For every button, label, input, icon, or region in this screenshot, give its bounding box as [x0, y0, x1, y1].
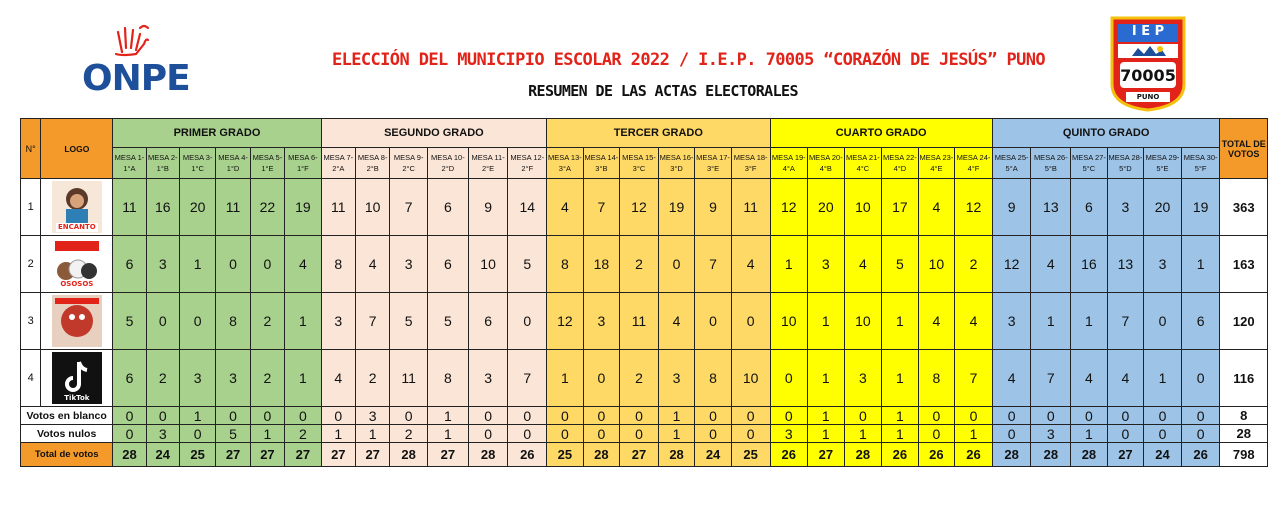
candidate-number: 2: [21, 236, 41, 293]
mesa-total: 25: [547, 443, 584, 467]
mesa-header: MESA 13-3°A: [547, 148, 584, 179]
grade-header: TERCER GRADO: [547, 119, 770, 148]
vote-count: 0: [321, 407, 355, 425]
vote-count: 0: [508, 293, 547, 350]
vote-count: 5: [216, 425, 250, 443]
mesa-total: 24: [146, 443, 179, 467]
vote-count: 8: [216, 293, 250, 350]
vote-count: 3: [583, 293, 620, 350]
vote-count: 0: [1144, 293, 1182, 350]
candidate-total: 363: [1220, 179, 1268, 236]
iep-logo-number: 70005: [1120, 66, 1176, 85]
mesa-total: 28: [1071, 443, 1108, 467]
vote-count: 8: [321, 236, 355, 293]
vote-count: 1: [285, 293, 322, 350]
vote-count: 7: [1031, 350, 1071, 407]
vote-count: 6: [113, 350, 146, 407]
mesa-total: 27: [356, 443, 390, 467]
vote-count: 0: [547, 407, 584, 425]
iep-logo-bottom-text: PUNO: [1136, 93, 1160, 101]
vote-count: 4: [321, 350, 355, 407]
vote-count: 3: [146, 425, 179, 443]
mesa-header: MESA 18-3°F: [731, 148, 770, 179]
vote-count: 10: [731, 350, 770, 407]
mesa-header: MESA 23-4°E: [918, 148, 955, 179]
vote-count: 0: [1107, 425, 1144, 443]
vote-count: 19: [285, 179, 322, 236]
candidate-logo-image: [52, 295, 102, 347]
vote-count: 7: [1107, 293, 1144, 350]
vote-count: 0: [695, 425, 732, 443]
vote-count: 6: [427, 236, 468, 293]
vote-count: 10: [770, 293, 808, 350]
vote-count: 4: [285, 236, 322, 293]
vote-count: 18: [583, 236, 620, 293]
vote-count: 11: [731, 179, 770, 236]
mesa-total: 28: [390, 443, 428, 467]
vote-count: 0: [179, 425, 216, 443]
vote-count: 22: [250, 179, 284, 236]
vote-count: 0: [844, 407, 882, 425]
mesa-total: 27: [250, 443, 284, 467]
vote-count: 1: [1144, 350, 1182, 407]
mesa-header: MESA 25-5°A: [992, 148, 1031, 179]
vote-count: 1: [321, 425, 355, 443]
vote-count: 5: [390, 293, 428, 350]
vote-count: 0: [583, 425, 620, 443]
vote-count: 3: [321, 293, 355, 350]
vote-count: 1: [1181, 236, 1220, 293]
vote-count: 0: [1144, 425, 1182, 443]
page-subtitle: RESUMEN DE LAS ACTAS ELECTORALES: [528, 82, 798, 100]
vote-count: 19: [658, 179, 695, 236]
vote-count: 1: [770, 236, 808, 293]
vote-count: 0: [179, 293, 216, 350]
vote-count: 1: [1071, 425, 1108, 443]
vote-count: 20: [1144, 179, 1182, 236]
vote-count: 3: [468, 350, 508, 407]
vote-count: 3: [658, 350, 695, 407]
mesa-total: 28: [658, 443, 695, 467]
vote-count: 3: [1031, 425, 1071, 443]
mesa-total: 25: [179, 443, 216, 467]
mesa-total: 28: [583, 443, 620, 467]
vote-count: 5: [113, 293, 146, 350]
mesa-header: MESA 30-5°F: [1181, 148, 1220, 179]
vote-count: 0: [695, 293, 732, 350]
candidate-row: [21, 179, 1268, 236]
col-logo-header: LOGO: [41, 119, 113, 179]
vote-count: 0: [1107, 407, 1144, 425]
mesa-total: 26: [955, 443, 993, 467]
grade-header-row: [21, 119, 1268, 148]
vote-count: 4: [731, 236, 770, 293]
vote-count: 2: [620, 236, 659, 293]
candidate-logo-text: TikTok: [64, 394, 90, 402]
vote-count: 1: [955, 425, 993, 443]
vote-count: 19: [1181, 179, 1220, 236]
vote-count: 4: [1071, 350, 1108, 407]
vote-count: 1: [882, 425, 919, 443]
mesa-header: MESA 17-3°E: [695, 148, 732, 179]
vote-count: 0: [113, 407, 146, 425]
mesa-header: MESA 20-4°B: [808, 148, 845, 179]
mesa-total: 25: [731, 443, 770, 467]
candidate-logo-image: [52, 352, 102, 404]
vote-count: 0: [1031, 407, 1071, 425]
vote-count: 4: [844, 236, 882, 293]
candidate-total: 120: [1220, 293, 1268, 350]
candidate-row: [21, 350, 1268, 407]
vote-count: 9: [695, 179, 732, 236]
mesa-total: 24: [1144, 443, 1182, 467]
vote-count: 6: [1181, 293, 1220, 350]
col-total-header: TOTAL DE VOTOS: [1220, 119, 1268, 179]
vote-count: 4: [918, 179, 955, 236]
vote-count: 0: [770, 407, 808, 425]
iep-logo-top-text: I E P: [1131, 24, 1165, 39]
mesa-total: 24: [695, 443, 732, 467]
grand-total: 798: [1220, 443, 1268, 467]
candidate-logo-text: ENCANTO: [57, 223, 96, 231]
vote-count: 20: [179, 179, 216, 236]
vote-count: 8: [918, 350, 955, 407]
vote-count: 6: [468, 293, 508, 350]
mesa-total: 28: [844, 443, 882, 467]
mesa-header: MESA 27-5°C: [1071, 148, 1108, 179]
vote-count: 3: [844, 350, 882, 407]
vote-count: 4: [547, 179, 584, 236]
vote-count: 1: [882, 350, 919, 407]
mesa-header: MESA 8-2°B: [356, 148, 390, 179]
vote-count: 0: [250, 236, 284, 293]
vote-count: 1: [808, 425, 845, 443]
onpe-hand-icon: [78, 18, 198, 58]
vote-count: 0: [547, 425, 584, 443]
total-votes-row: [21, 443, 1268, 467]
mesa-total: 27: [216, 443, 250, 467]
vote-count: 0: [146, 407, 179, 425]
mesa-header: MESA 12-2°F: [508, 148, 547, 179]
vote-count: 2: [285, 425, 322, 443]
mesa-header: MESA 10-2°D: [427, 148, 468, 179]
vote-count: 0: [731, 293, 770, 350]
vote-count: 11: [113, 179, 146, 236]
vote-count: 3: [179, 350, 216, 407]
vote-count: 0: [1144, 407, 1182, 425]
vote-count: 4: [955, 293, 993, 350]
vote-count: 0: [918, 407, 955, 425]
vote-count: 6: [427, 179, 468, 236]
mesa-header: MESA 14-3°B: [583, 148, 620, 179]
vote-count: 9: [468, 179, 508, 236]
vote-count: 10: [468, 236, 508, 293]
vote-count: 0: [1181, 407, 1220, 425]
vote-count: 1: [547, 350, 584, 407]
vote-count: 0: [918, 425, 955, 443]
vote-count: 20: [808, 179, 845, 236]
vote-count: 0: [658, 236, 695, 293]
vote-count: 6: [1071, 179, 1108, 236]
candidate-logo-text: OSOSOS: [60, 280, 94, 288]
vote-count: 0: [992, 425, 1031, 443]
candidate-logo-image: [52, 238, 102, 290]
mesa-total: 27: [808, 443, 845, 467]
null-votes-label: Votos nulos: [21, 425, 113, 443]
vote-count: 10: [844, 293, 882, 350]
vote-count: 2: [250, 350, 284, 407]
vote-count: 3: [146, 236, 179, 293]
vote-count: 5: [427, 293, 468, 350]
vote-count: 3: [1107, 179, 1144, 236]
mesa-header: MESA 22-4°D: [882, 148, 919, 179]
null-votes-row: [21, 425, 1268, 443]
vote-count: 1: [179, 407, 216, 425]
mesa-header: MESA 21-4°C: [844, 148, 882, 179]
vote-count: 12: [955, 179, 993, 236]
vote-count: 0: [216, 407, 250, 425]
vote-count: 1: [427, 425, 468, 443]
onpe-logo: [78, 18, 198, 98]
vote-count: 0: [468, 425, 508, 443]
vote-count: 4: [1031, 236, 1071, 293]
mesa-header: MESA 28-5°D: [1107, 148, 1144, 179]
vote-count: 16: [1071, 236, 1108, 293]
grade-header: PRIMER GRADO: [113, 119, 321, 148]
mesa-header: MESA 9-2°C: [390, 148, 428, 179]
mesa-header: MESA 24-4°F: [955, 148, 993, 179]
vote-count: 0: [583, 350, 620, 407]
vote-count: 3: [808, 236, 845, 293]
vote-count: 8: [547, 236, 584, 293]
mesa-total: 27: [427, 443, 468, 467]
vote-count: 4: [992, 350, 1031, 407]
vote-count: 0: [992, 407, 1031, 425]
vote-count: 2: [390, 425, 428, 443]
vote-count: 4: [356, 236, 390, 293]
candidate-number: 4: [21, 350, 41, 407]
mesa-total: 26: [770, 443, 808, 467]
vote-count: 3: [216, 350, 250, 407]
candidate-number: 1: [21, 179, 41, 236]
mesa-total: 28: [113, 443, 146, 467]
vote-count: 0: [285, 407, 322, 425]
results-table: [20, 118, 1268, 467]
blank-votes-row: [21, 407, 1268, 425]
blank-votes-label: Votos en blanco: [21, 407, 113, 425]
mesa-total: 26: [508, 443, 547, 467]
vote-count: 0: [216, 236, 250, 293]
vote-count: 10: [918, 236, 955, 293]
vote-count: 13: [1107, 236, 1144, 293]
mesa-header: MESA 5-1°E: [250, 148, 284, 179]
vote-count: 0: [955, 407, 993, 425]
candidate-logo: [41, 350, 113, 407]
vote-count: 7: [508, 350, 547, 407]
vote-count: 0: [731, 425, 770, 443]
vote-count: 3: [1144, 236, 1182, 293]
vote-count: 7: [390, 179, 428, 236]
iep-crest-logo: [1108, 14, 1188, 112]
vote-count: 0: [695, 407, 732, 425]
null-total: 28: [1220, 425, 1268, 443]
vote-count: 5: [508, 236, 547, 293]
mesa-total: 27: [321, 443, 355, 467]
vote-count: 0: [508, 425, 547, 443]
vote-count: 17: [882, 179, 919, 236]
vote-count: 1: [882, 407, 919, 425]
candidate-total: 116: [1220, 350, 1268, 407]
vote-count: 7: [356, 293, 390, 350]
vote-count: 0: [770, 350, 808, 407]
vote-count: 2: [356, 350, 390, 407]
mesa-header: MESA 11-2°E: [468, 148, 508, 179]
grade-header: SEGUNDO GRADO: [321, 119, 547, 148]
mesa-header: MESA 4-1°D: [216, 148, 250, 179]
candidate-logo: [41, 236, 113, 293]
vote-count: 0: [113, 425, 146, 443]
vote-count: 1: [250, 425, 284, 443]
mesa-header: MESA 7-2°A: [321, 148, 355, 179]
vote-count: 3: [992, 293, 1031, 350]
vote-count: 3: [390, 236, 428, 293]
mesa-total: 26: [918, 443, 955, 467]
vote-count: 1: [179, 236, 216, 293]
vote-count: 0: [731, 407, 770, 425]
vote-count: 0: [1181, 350, 1220, 407]
vote-count: 7: [695, 236, 732, 293]
candidate-logo: [41, 179, 113, 236]
vote-count: 8: [695, 350, 732, 407]
vote-count: 1: [356, 425, 390, 443]
vote-count: 13: [1031, 179, 1071, 236]
candidate-logo-image: [52, 181, 102, 233]
vote-count: 6: [113, 236, 146, 293]
mesa-header: MESA 16-3°D: [658, 148, 695, 179]
vote-count: 0: [468, 407, 508, 425]
mesa-header: MESA 19-4°A: [770, 148, 808, 179]
mesa-header: MESA 26-5°B: [1031, 148, 1071, 179]
vote-count: 11: [216, 179, 250, 236]
vote-count: 1: [658, 425, 695, 443]
vote-count: 2: [955, 236, 993, 293]
vote-count: 0: [146, 293, 179, 350]
vote-count: 7: [955, 350, 993, 407]
vote-count: 7: [583, 179, 620, 236]
vote-count: 1: [427, 407, 468, 425]
mesa-total: 27: [285, 443, 322, 467]
vote-count: 3: [356, 407, 390, 425]
mesa-header: MESA 15-3°C: [620, 148, 659, 179]
grade-header: QUINTO GRADO: [992, 119, 1220, 148]
mesa-header: MESA 6-1°F: [285, 148, 322, 179]
vote-count: 1: [808, 293, 845, 350]
vote-count: 0: [390, 407, 428, 425]
vote-count: 1: [808, 350, 845, 407]
page-header: [0, 0, 1280, 117]
vote-count: 0: [1071, 407, 1108, 425]
mesa-total: 27: [620, 443, 659, 467]
candidate-logo: [41, 293, 113, 350]
vote-count: 1: [1031, 293, 1071, 350]
vote-count: 4: [918, 293, 955, 350]
vote-count: 10: [844, 179, 882, 236]
vote-count: 12: [547, 293, 584, 350]
vote-count: 0: [620, 407, 659, 425]
blank-total: 8: [1220, 407, 1268, 425]
mesa-total: 28: [1031, 443, 1071, 467]
mesa-header: MESA 2-1°B: [146, 148, 179, 179]
vote-count: 3: [770, 425, 808, 443]
mesa-header: MESA 29-5°E: [1144, 148, 1182, 179]
onpe-logo-text: ONPE: [82, 58, 190, 99]
mesa-header-row: [21, 148, 1268, 179]
grade-header: CUARTO GRADO: [770, 119, 992, 148]
vote-count: 12: [770, 179, 808, 236]
vote-count: 1: [658, 407, 695, 425]
vote-count: 10: [356, 179, 390, 236]
mesa-total: 26: [1181, 443, 1220, 467]
vote-count: 8: [427, 350, 468, 407]
vote-count: 1: [1071, 293, 1108, 350]
total-votes-label: Total de votos: [21, 443, 113, 467]
col-no-header: N°: [21, 119, 41, 179]
vote-count: 4: [1107, 350, 1144, 407]
vote-count: 4: [658, 293, 695, 350]
vote-count: 1: [844, 425, 882, 443]
vote-count: 12: [620, 179, 659, 236]
vote-count: 16: [146, 179, 179, 236]
vote-count: 11: [390, 350, 428, 407]
vote-count: 0: [583, 407, 620, 425]
mesa-header: MESA 1-1°A: [113, 148, 146, 179]
vote-count: 0: [508, 407, 547, 425]
page-title: ELECCIÓN DEL MUNICIPIO ESCOLAR 2022 / I.E.P. 70005 “CORAZÓN DE JESÚS” PUNO: [332, 50, 1045, 70]
mesa-total: 27: [1107, 443, 1144, 467]
vote-count: 0: [620, 425, 659, 443]
vote-count: 12: [992, 236, 1031, 293]
vote-count: 5: [882, 236, 919, 293]
vote-count: 0: [250, 407, 284, 425]
vote-count: 2: [250, 293, 284, 350]
candidate-row: [21, 293, 1268, 350]
mesa-total: 26: [882, 443, 919, 467]
vote-count: 14: [508, 179, 547, 236]
candidate-row: [21, 236, 1268, 293]
vote-count: 1: [808, 407, 845, 425]
vote-count: 2: [620, 350, 659, 407]
vote-count: 11: [620, 293, 659, 350]
mesa-header: MESA 3-1°C: [179, 148, 216, 179]
candidate-number: 3: [21, 293, 41, 350]
mesa-total: 28: [992, 443, 1031, 467]
candidate-total: 163: [1220, 236, 1268, 293]
vote-count: 11: [321, 179, 355, 236]
vote-count: 2: [146, 350, 179, 407]
vote-count: 0: [1181, 425, 1220, 443]
vote-count: 9: [992, 179, 1031, 236]
vote-count: 1: [882, 293, 919, 350]
vote-count: 1: [285, 350, 322, 407]
mesa-total: 28: [468, 443, 508, 467]
